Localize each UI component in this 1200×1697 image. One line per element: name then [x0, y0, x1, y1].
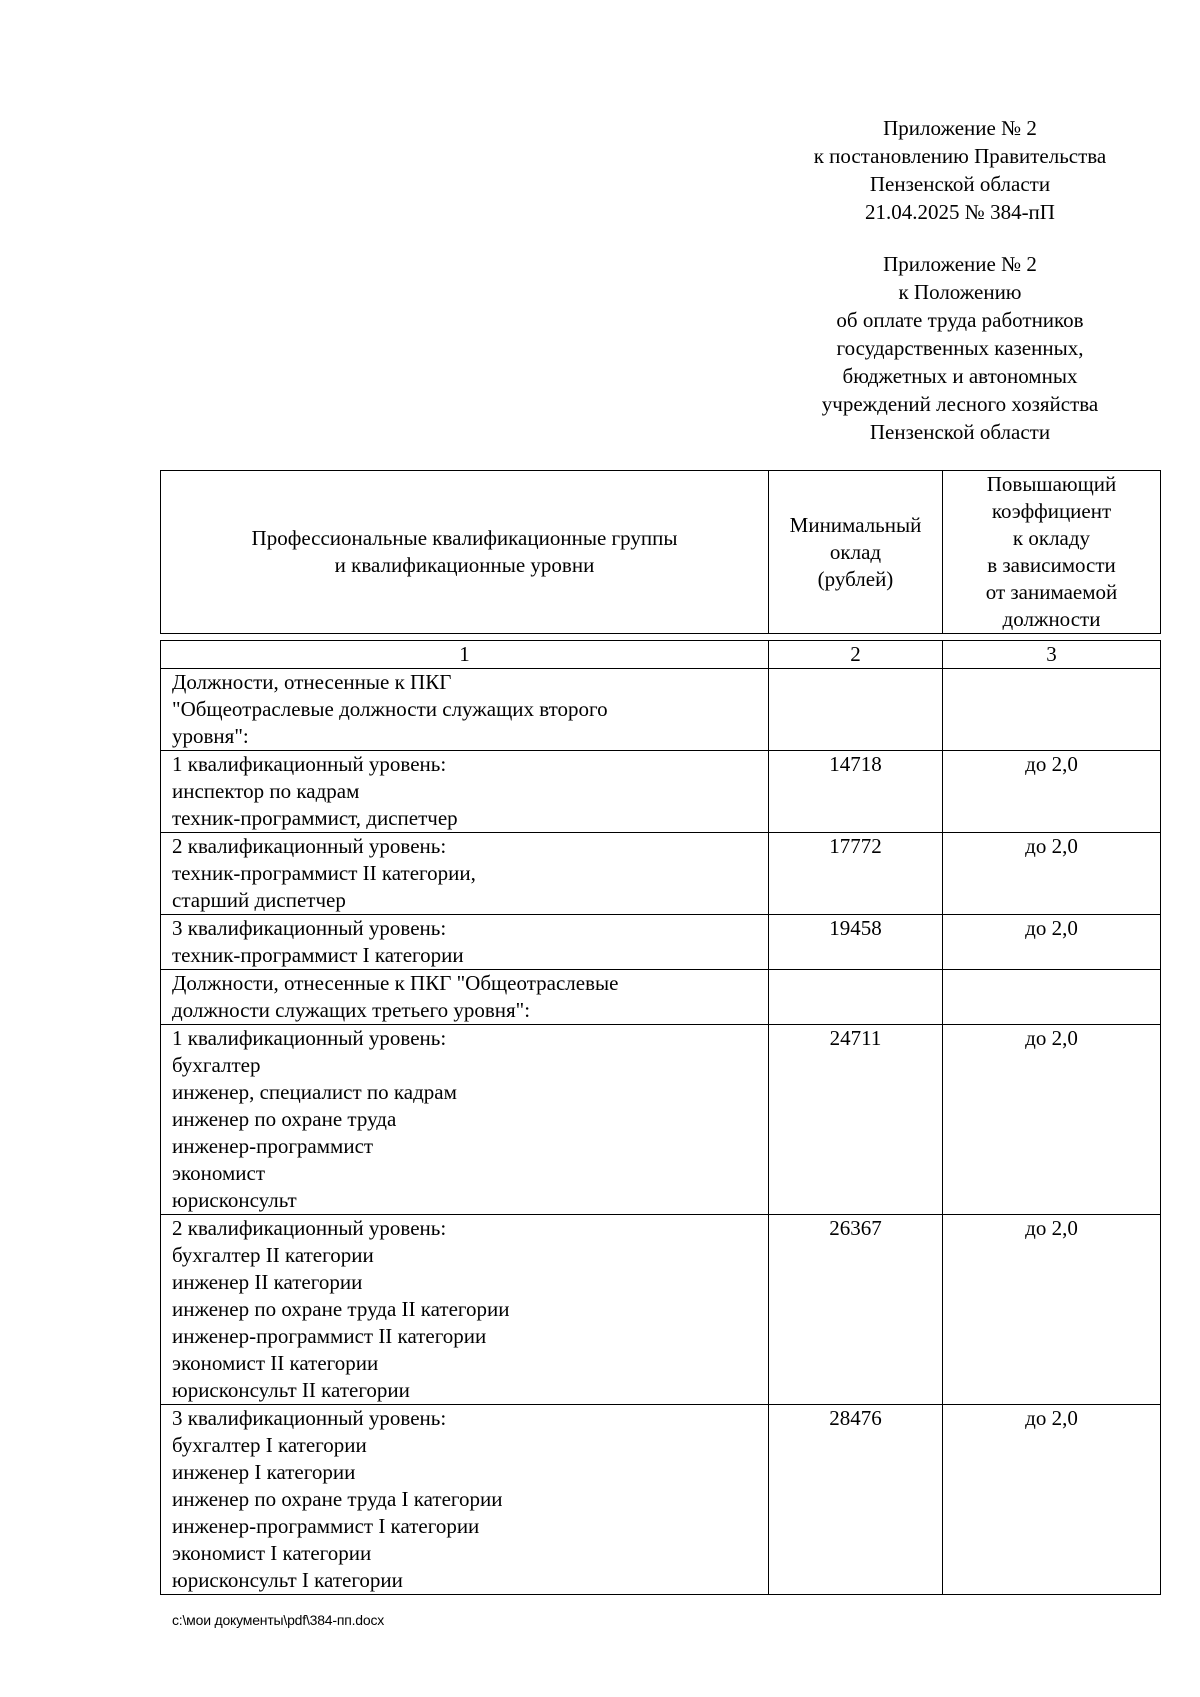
salary-cell: 19458 — [769, 915, 943, 970]
position-line: инженер-программист II категории — [172, 1324, 487, 1348]
salary-cell: 26367 — [769, 1215, 943, 1405]
salary-cell — [769, 669, 943, 751]
position-line: 2 квалификационный уровень: — [172, 1216, 447, 1240]
column-number: 1 — [161, 641, 769, 669]
appendix-line: об оплате труда работников — [836, 308, 1084, 332]
header-min-salary — [769, 471, 943, 634]
gap-cell — [161, 634, 769, 641]
header-line: оклад — [829, 539, 882, 564]
position-line: бухгалтер — [172, 1053, 261, 1077]
position-line: должности служащих третьего уровня": — [172, 998, 531, 1022]
coefficient-cell — [943, 970, 1161, 1025]
position-line: инженер по охране труда II категории — [172, 1297, 510, 1321]
coefficient-cell: до 2,0 — [943, 833, 1161, 915]
header-coefficient — [943, 471, 1161, 634]
header-line: и квалификационные уровни — [334, 553, 595, 577]
position-line: инженер по охране труда I категории — [172, 1487, 503, 1511]
gap-cell — [943, 634, 1161, 641]
position-cell — [161, 833, 769, 915]
table-row — [161, 751, 1161, 833]
salary-cell: 28476 — [769, 1405, 943, 1595]
table-row — [161, 1215, 1161, 1405]
table-row — [161, 970, 1161, 1025]
gap-cell — [769, 634, 943, 641]
position-line: техник-программист II категории, — [172, 861, 476, 885]
position-line: "Общеотраслевые должности служащих второго — [172, 697, 608, 721]
position-cell — [161, 970, 769, 1025]
position-line: 1 квалификационный уровень: — [172, 1026, 447, 1050]
appendix-line: Приложение № 2 — [883, 116, 1037, 140]
table-row — [161, 1405, 1161, 1595]
position-line: юрисконсульт I категории — [172, 1568, 403, 1592]
position-line: инженер I категории — [172, 1460, 356, 1484]
position-line: Должности, отнесенные к ПКГ — [172, 670, 452, 694]
appendix-regulation-header — [760, 250, 1160, 446]
header-line: коэффициент — [991, 499, 1112, 523]
position-line: уровня": — [172, 724, 249, 748]
salary-cell: 17772 — [769, 833, 943, 915]
table-row — [161, 915, 1161, 970]
salary-cell: 14718 — [769, 751, 943, 833]
position-line: 1 квалификационный уровень: — [172, 752, 447, 776]
position-line: инспектор по кадрам — [172, 779, 360, 803]
header-line: в зависимости — [987, 553, 1116, 577]
coefficient-cell: до 2,0 — [943, 751, 1161, 833]
position-line: Должности, отнесенные к ПКГ "Общеотраслевые — [172, 971, 619, 995]
table-header-row — [161, 471, 1161, 634]
appendix-line: 21.04.2025 № 384-пП — [865, 200, 1055, 224]
appendix-line: к Положению — [898, 280, 1022, 304]
appendix-line: Пензенской области — [869, 420, 1051, 444]
position-line: бухгалтер II категории — [172, 1243, 374, 1267]
appendix-line: Приложение № 2 — [883, 252, 1037, 276]
header-line: Профессиональные квалификационные группы — [251, 526, 678, 550]
position-cell — [161, 669, 769, 751]
appendix-line: учреждений лесного хозяйства — [821, 392, 1099, 416]
position-cell — [161, 1025, 769, 1215]
appendix-line: государственных казенных, — [836, 336, 1084, 360]
position-cell — [161, 1215, 769, 1405]
column-number: 2 — [769, 641, 943, 669]
table-row — [161, 669, 1161, 751]
position-line: техник-программист, диспетчер — [172, 806, 458, 830]
table-row — [161, 1025, 1161, 1215]
position-line: инженер, специалист по кадрам — [172, 1080, 457, 1104]
position-line: инженер-программист — [172, 1134, 374, 1158]
column-number-row — [161, 641, 1161, 669]
header-line: (рублей) — [817, 566, 894, 591]
header-qualification-groups — [161, 471, 769, 634]
coefficient-cell: до 2,0 — [943, 1215, 1161, 1405]
position-line: 3 квалификационный уровень: — [172, 916, 447, 940]
position-line: экономист II категории — [172, 1351, 379, 1375]
header-line: к окладу — [1012, 526, 1091, 550]
salary-cell: 24711 — [769, 1025, 943, 1215]
coefficient-cell: до 2,0 — [943, 915, 1161, 970]
column-number: 3 — [943, 641, 1161, 669]
appendix-government-header — [760, 114, 1160, 226]
position-line: техник-программист I категории — [172, 943, 464, 967]
position-cell — [161, 915, 769, 970]
header-line: Минимальный — [789, 512, 922, 537]
position-line: инженер-программист I категории — [172, 1514, 480, 1538]
position-line: старший диспетчер — [172, 888, 346, 912]
coefficient-cell: до 2,0 — [943, 1025, 1161, 1215]
header-line: от занимаемой — [985, 580, 1118, 604]
position-line: экономист I категории — [172, 1541, 372, 1565]
table-row — [161, 833, 1161, 915]
position-line: бухгалтер I категории — [172, 1433, 367, 1457]
header-line: должности — [1002, 607, 1101, 631]
position-line: экономист — [172, 1161, 266, 1185]
position-line: 3 квалификационный уровень: — [172, 1406, 447, 1430]
position-cell — [161, 1405, 769, 1595]
appendix-line: бюджетных и автономных — [842, 364, 1078, 388]
position-line: юрисконсульт II категории — [172, 1378, 410, 1402]
salary-cell — [769, 970, 943, 1025]
position-line: инженер II категории — [172, 1270, 363, 1294]
table-gap-row — [161, 634, 1161, 641]
position-cell — [161, 751, 769, 833]
salary-table — [160, 470, 1161, 1595]
header-line: Повышающий — [986, 472, 1117, 496]
position-line: инженер по охране труда — [172, 1107, 397, 1131]
appendix-line: Пензенской области — [869, 172, 1051, 196]
position-line: 2 квалификационный уровень: — [172, 834, 447, 858]
coefficient-cell: до 2,0 — [943, 1405, 1161, 1595]
file-path-footer: с:\мои документы\pdf\384-пп.docx — [172, 1612, 385, 1628]
position-line: юрисконсульт — [172, 1188, 297, 1212]
appendix-line: к постановлению Правительства — [813, 144, 1107, 168]
coefficient-cell — [943, 669, 1161, 751]
